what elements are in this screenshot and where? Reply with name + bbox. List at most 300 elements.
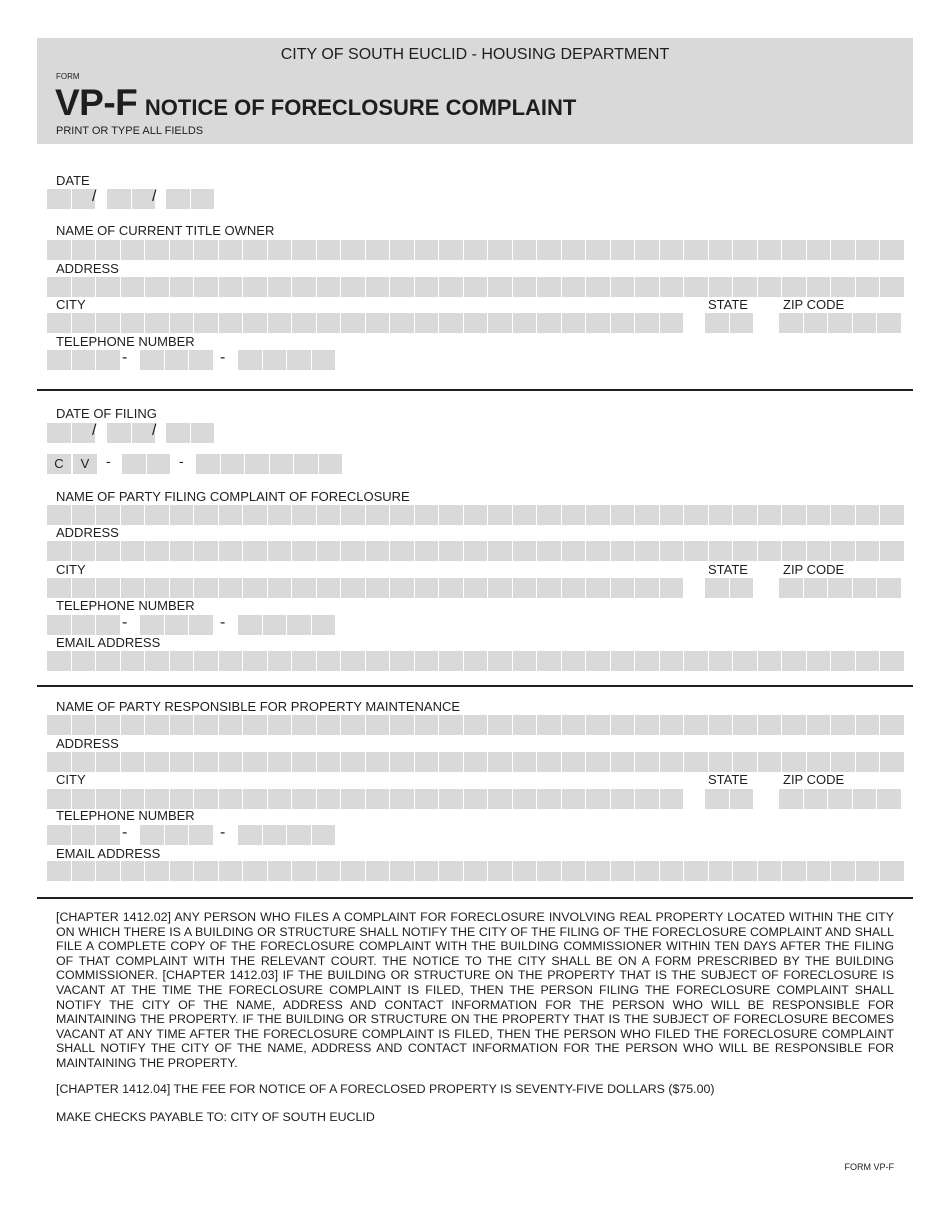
character-box[interactable]	[853, 789, 878, 809]
character-box[interactable]	[684, 240, 709, 260]
character-box[interactable]	[292, 277, 317, 297]
character-box[interactable]	[415, 578, 440, 598]
character-box[interactable]	[880, 277, 905, 297]
character-box[interactable]	[733, 277, 758, 297]
character-box[interactable]	[121, 541, 146, 561]
character-box[interactable]	[684, 505, 709, 525]
character-box[interactable]	[513, 313, 538, 333]
character-box[interactable]	[488, 505, 513, 525]
character-box[interactable]	[145, 240, 170, 260]
character-box[interactable]	[488, 313, 513, 333]
character-box[interactable]	[782, 651, 807, 671]
case-year-field[interactable]	[122, 454, 171, 474]
owner-zip-field[interactable]	[779, 313, 902, 333]
character-box[interactable]	[807, 752, 832, 772]
character-box[interactable]	[263, 825, 288, 845]
character-box[interactable]	[366, 861, 391, 881]
character-box[interactable]	[317, 505, 342, 525]
character-box[interactable]	[268, 578, 293, 598]
character-box[interactable]	[292, 789, 317, 809]
character-box[interactable]	[611, 861, 636, 881]
character-box[interactable]	[145, 578, 170, 598]
character-box[interactable]	[166, 189, 191, 209]
character-box[interactable]	[758, 861, 783, 881]
character-box[interactable]	[72, 615, 97, 635]
character-box[interactable]	[145, 313, 170, 333]
character-box[interactable]	[47, 350, 72, 370]
character-box[interactable]	[390, 651, 415, 671]
filer-zip-field[interactable]	[779, 578, 902, 598]
character-box[interactable]	[96, 752, 121, 772]
character-box[interactable]	[366, 541, 391, 561]
character-box[interactable]	[488, 861, 513, 881]
character-box[interactable]	[635, 277, 660, 297]
maintainer-email-field[interactable]	[47, 861, 905, 881]
character-box[interactable]	[513, 541, 538, 561]
character-box[interactable]	[537, 313, 562, 333]
filer-phone-area-field[interactable]	[47, 615, 121, 635]
character-box[interactable]	[415, 752, 440, 772]
character-box[interactable]	[709, 715, 734, 735]
character-box[interactable]	[47, 189, 72, 209]
character-box[interactable]	[464, 541, 489, 561]
character-box[interactable]	[292, 240, 317, 260]
character-box[interactable]	[464, 752, 489, 772]
character-box[interactable]	[268, 651, 293, 671]
character-box[interactable]	[562, 505, 587, 525]
character-box[interactable]	[219, 715, 244, 735]
character-box[interactable]	[758, 240, 783, 260]
character-box[interactable]	[219, 541, 244, 561]
character-box[interactable]	[194, 505, 219, 525]
character-box[interactable]	[170, 277, 195, 297]
character-box[interactable]	[464, 651, 489, 671]
character-box[interactable]	[341, 651, 366, 671]
character-box[interactable]	[243, 277, 268, 297]
character-box[interactable]	[880, 861, 905, 881]
character-box[interactable]	[317, 715, 342, 735]
character-box[interactable]	[513, 240, 538, 260]
case-number-field[interactable]	[196, 454, 343, 474]
character-box[interactable]	[464, 578, 489, 598]
character-box[interactable]	[317, 541, 342, 561]
character-box[interactable]	[705, 789, 730, 809]
character-box[interactable]	[831, 240, 856, 260]
character-box[interactable]	[390, 505, 415, 525]
character-box[interactable]	[47, 423, 72, 443]
character-box[interactable]	[47, 651, 72, 671]
character-box[interactable]	[513, 861, 538, 881]
character-box[interactable]	[831, 715, 856, 735]
character-box[interactable]	[145, 541, 170, 561]
character-box[interactable]	[390, 861, 415, 881]
character-box[interactable]	[219, 313, 244, 333]
character-box[interactable]	[292, 651, 317, 671]
character-box[interactable]	[243, 578, 268, 598]
character-box[interactable]	[96, 615, 121, 635]
character-box[interactable]	[319, 454, 344, 474]
character-box[interactable]	[245, 454, 270, 474]
character-box[interactable]	[47, 752, 72, 772]
character-box[interactable]	[562, 240, 587, 260]
character-box[interactable]	[341, 277, 366, 297]
maintainer-zip-field[interactable]	[779, 789, 902, 809]
character-box[interactable]	[856, 277, 881, 297]
character-box[interactable]	[488, 578, 513, 598]
character-box[interactable]	[341, 789, 366, 809]
owner-name-field[interactable]	[47, 240, 905, 260]
date-year-field[interactable]	[166, 189, 215, 209]
character-box[interactable]	[782, 240, 807, 260]
character-box[interactable]	[170, 789, 195, 809]
character-box[interactable]	[611, 313, 636, 333]
character-box[interactable]	[611, 752, 636, 772]
character-box[interactable]	[782, 505, 807, 525]
character-box[interactable]	[586, 715, 611, 735]
character-box[interactable]	[194, 240, 219, 260]
character-box[interactable]	[121, 277, 146, 297]
maintainer-name-field[interactable]	[47, 715, 905, 735]
character-box[interactable]	[880, 505, 905, 525]
character-box[interactable]	[705, 313, 730, 333]
character-box[interactable]	[439, 505, 464, 525]
character-box[interactable]	[194, 715, 219, 735]
character-box[interactable]	[147, 454, 172, 474]
character-box[interactable]	[660, 752, 685, 772]
character-box[interactable]	[219, 651, 244, 671]
character-box[interactable]	[804, 789, 829, 809]
character-box[interactable]	[292, 578, 317, 598]
character-box[interactable]	[170, 313, 195, 333]
character-box[interactable]	[779, 313, 804, 333]
character-box[interactable]	[586, 505, 611, 525]
character-box[interactable]	[758, 752, 783, 772]
character-box[interactable]	[513, 578, 538, 598]
character-box[interactable]	[341, 505, 366, 525]
character-box[interactable]	[880, 240, 905, 260]
character-box[interactable]	[312, 350, 337, 370]
character-box[interactable]	[243, 541, 268, 561]
character-box[interactable]	[464, 313, 489, 333]
character-box[interactable]	[733, 752, 758, 772]
character-box[interactable]	[166, 423, 191, 443]
character-box[interactable]	[828, 578, 853, 598]
character-box[interactable]	[47, 861, 72, 881]
character-box[interactable]	[513, 277, 538, 297]
character-box[interactable]	[243, 861, 268, 881]
character-box[interactable]	[96, 861, 121, 881]
character-box[interactable]	[880, 541, 905, 561]
character-box[interactable]	[121, 578, 146, 598]
character-box[interactable]	[586, 240, 611, 260]
character-box[interactable]	[140, 350, 165, 370]
character-box[interactable]	[513, 505, 538, 525]
character-box[interactable]	[856, 752, 881, 772]
character-box[interactable]	[635, 651, 660, 671]
character-box[interactable]	[47, 715, 72, 735]
character-box[interactable]	[72, 277, 97, 297]
character-box[interactable]	[243, 789, 268, 809]
character-box[interactable]	[415, 541, 440, 561]
character-box[interactable]	[439, 861, 464, 881]
character-box[interactable]	[194, 541, 219, 561]
character-box[interactable]	[96, 789, 121, 809]
character-box[interactable]	[270, 454, 295, 474]
character-box[interactable]	[72, 505, 97, 525]
character-box[interactable]	[660, 578, 685, 598]
character-box[interactable]	[243, 505, 268, 525]
character-box[interactable]	[733, 651, 758, 671]
character-box[interactable]	[366, 240, 391, 260]
character-box[interactable]	[140, 615, 165, 635]
character-box[interactable]	[439, 578, 464, 598]
character-box[interactable]	[586, 752, 611, 772]
character-box[interactable]	[611, 651, 636, 671]
character-box[interactable]	[341, 715, 366, 735]
character-box[interactable]	[390, 789, 415, 809]
character-box[interactable]	[880, 651, 905, 671]
character-box[interactable]	[586, 861, 611, 881]
character-box[interactable]	[705, 578, 730, 598]
owner-phone-area-field[interactable]	[47, 350, 121, 370]
character-box[interactable]	[47, 825, 72, 845]
character-box[interactable]	[287, 350, 312, 370]
character-box[interactable]	[219, 277, 244, 297]
maintainer-address-field[interactable]	[47, 752, 905, 772]
character-box[interactable]	[660, 715, 685, 735]
character-box[interactable]	[730, 789, 755, 809]
character-box[interactable]	[537, 715, 562, 735]
character-box[interactable]	[807, 715, 832, 735]
character-box[interactable]	[317, 752, 342, 772]
character-box[interactable]	[292, 313, 317, 333]
character-box[interactable]	[72, 240, 97, 260]
character-box[interactable]	[170, 578, 195, 598]
character-box[interactable]	[586, 313, 611, 333]
character-box[interactable]	[828, 313, 853, 333]
owner-phone-line-field[interactable]	[238, 350, 336, 370]
character-box[interactable]	[415, 240, 440, 260]
character-box[interactable]	[189, 615, 214, 635]
character-box[interactable]	[72, 350, 97, 370]
character-box[interactable]	[831, 505, 856, 525]
character-box[interactable]	[562, 578, 587, 598]
character-box[interactable]	[611, 277, 636, 297]
character-box[interactable]	[684, 651, 709, 671]
character-box[interactable]	[194, 313, 219, 333]
character-box[interactable]	[219, 505, 244, 525]
character-box[interactable]	[96, 715, 121, 735]
character-box[interactable]	[415, 277, 440, 297]
character-box[interactable]	[96, 240, 121, 260]
character-box[interactable]	[831, 861, 856, 881]
owner-phone-prefix-field[interactable]	[140, 350, 214, 370]
character-box[interactable]	[856, 541, 881, 561]
character-box[interactable]	[390, 277, 415, 297]
character-box[interactable]	[268, 240, 293, 260]
character-box[interactable]	[635, 861, 660, 881]
character-box[interactable]	[194, 277, 219, 297]
character-box[interactable]	[733, 861, 758, 881]
character-box[interactable]	[684, 752, 709, 772]
character-box[interactable]	[730, 578, 755, 598]
character-box[interactable]	[317, 240, 342, 260]
character-box[interactable]	[709, 505, 734, 525]
character-box[interactable]	[611, 715, 636, 735]
character-box[interactable]	[709, 651, 734, 671]
character-box[interactable]	[537, 651, 562, 671]
character-box[interactable]	[366, 752, 391, 772]
date-month-field[interactable]	[47, 189, 96, 209]
character-box[interactable]	[121, 715, 146, 735]
character-box[interactable]	[877, 789, 902, 809]
character-box[interactable]	[439, 789, 464, 809]
character-box[interactable]	[194, 752, 219, 772]
character-box[interactable]	[415, 505, 440, 525]
character-box[interactable]	[415, 715, 440, 735]
character-box[interactable]	[312, 825, 337, 845]
character-box[interactable]	[635, 578, 660, 598]
character-box[interactable]	[488, 789, 513, 809]
character-box[interactable]	[366, 505, 391, 525]
character-box[interactable]	[586, 789, 611, 809]
character-box[interactable]	[170, 505, 195, 525]
character-box[interactable]	[194, 651, 219, 671]
character-box[interactable]	[145, 861, 170, 881]
character-box[interactable]	[47, 789, 72, 809]
character-box[interactable]	[268, 313, 293, 333]
character-box[interactable]	[660, 505, 685, 525]
character-box[interactable]	[611, 789, 636, 809]
character-box[interactable]	[562, 789, 587, 809]
character-box[interactable]	[341, 240, 366, 260]
character-box[interactable]	[219, 578, 244, 598]
character-box[interactable]	[294, 454, 319, 474]
character-box[interactable]	[439, 752, 464, 772]
character-box[interactable]	[439, 715, 464, 735]
character-box[interactable]	[292, 861, 317, 881]
filer-email-field[interactable]	[47, 651, 905, 671]
character-box[interactable]	[72, 861, 97, 881]
character-box[interactable]	[268, 277, 293, 297]
owner-address-field[interactable]	[47, 277, 905, 297]
character-box[interactable]	[709, 240, 734, 260]
character-box[interactable]	[341, 541, 366, 561]
character-box[interactable]	[390, 578, 415, 598]
character-box[interactable]	[660, 651, 685, 671]
character-box[interactable]	[170, 752, 195, 772]
character-box[interactable]	[219, 861, 244, 881]
character-box[interactable]	[660, 789, 685, 809]
maintainer-phone-area-field[interactable]	[47, 825, 121, 845]
character-box[interactable]	[243, 752, 268, 772]
character-box[interactable]	[537, 541, 562, 561]
character-box[interactable]	[733, 715, 758, 735]
character-box[interactable]	[611, 240, 636, 260]
character-box[interactable]	[72, 752, 97, 772]
character-box[interactable]	[390, 313, 415, 333]
character-box[interactable]	[804, 578, 829, 598]
character-box[interactable]	[317, 789, 342, 809]
character-box[interactable]	[170, 651, 195, 671]
character-box[interactable]	[488, 277, 513, 297]
character-box[interactable]	[807, 505, 832, 525]
character-box[interactable]	[488, 541, 513, 561]
character-box[interactable]	[537, 240, 562, 260]
owner-state-field[interactable]	[705, 313, 754, 333]
character-box[interactable]	[415, 789, 440, 809]
character-box[interactable]	[807, 651, 832, 671]
filer-phone-line-field[interactable]	[238, 615, 336, 635]
character-box[interactable]	[415, 313, 440, 333]
character-box[interactable]	[831, 277, 856, 297]
character-box[interactable]	[243, 313, 268, 333]
character-box[interactable]	[317, 313, 342, 333]
character-box[interactable]	[47, 615, 72, 635]
character-box[interactable]	[660, 861, 685, 881]
character-box[interactable]	[170, 861, 195, 881]
maintainer-phone-line-field[interactable]	[238, 825, 336, 845]
maintainer-phone-prefix-field[interactable]	[140, 825, 214, 845]
character-box[interactable]	[807, 240, 832, 260]
character-box[interactable]	[611, 505, 636, 525]
character-box[interactable]	[562, 861, 587, 881]
character-box[interactable]	[439, 240, 464, 260]
character-box[interactable]	[268, 752, 293, 772]
character-box[interactable]	[72, 651, 97, 671]
character-box[interactable]	[268, 789, 293, 809]
character-box[interactable]	[877, 313, 902, 333]
character-box[interactable]	[856, 861, 881, 881]
character-box[interactable]	[635, 789, 660, 809]
character-box[interactable]	[170, 715, 195, 735]
character-box[interactable]	[107, 423, 132, 443]
character-box[interactable]	[96, 541, 121, 561]
character-box[interactable]	[758, 651, 783, 671]
filer-city-field[interactable]	[47, 578, 684, 598]
character-box[interactable]	[464, 861, 489, 881]
character-box[interactable]	[828, 789, 853, 809]
character-box[interactable]	[562, 313, 587, 333]
character-box[interactable]	[96, 505, 121, 525]
character-box[interactable]	[488, 752, 513, 772]
character-box[interactable]	[562, 277, 587, 297]
character-box[interactable]	[268, 505, 293, 525]
character-box[interactable]	[191, 189, 216, 209]
character-box[interactable]	[287, 825, 312, 845]
character-box[interactable]	[611, 541, 636, 561]
character-box[interactable]	[341, 752, 366, 772]
character-box[interactable]	[145, 505, 170, 525]
character-box[interactable]	[238, 615, 263, 635]
character-box[interactable]	[880, 715, 905, 735]
character-box[interactable]	[47, 541, 72, 561]
character-box[interactable]	[464, 789, 489, 809]
character-box[interactable]	[366, 715, 391, 735]
owner-city-field[interactable]	[47, 313, 684, 333]
character-box[interactable]	[684, 861, 709, 881]
character-box[interactable]	[733, 240, 758, 260]
character-box[interactable]	[366, 651, 391, 671]
character-box[interactable]	[782, 715, 807, 735]
character-box[interactable]	[513, 651, 538, 671]
character-box[interactable]	[464, 277, 489, 297]
character-box[interactable]	[856, 505, 881, 525]
character-box[interactable]	[513, 789, 538, 809]
character-box[interactable]	[853, 313, 878, 333]
character-box[interactable]	[219, 789, 244, 809]
character-box[interactable]	[856, 651, 881, 671]
